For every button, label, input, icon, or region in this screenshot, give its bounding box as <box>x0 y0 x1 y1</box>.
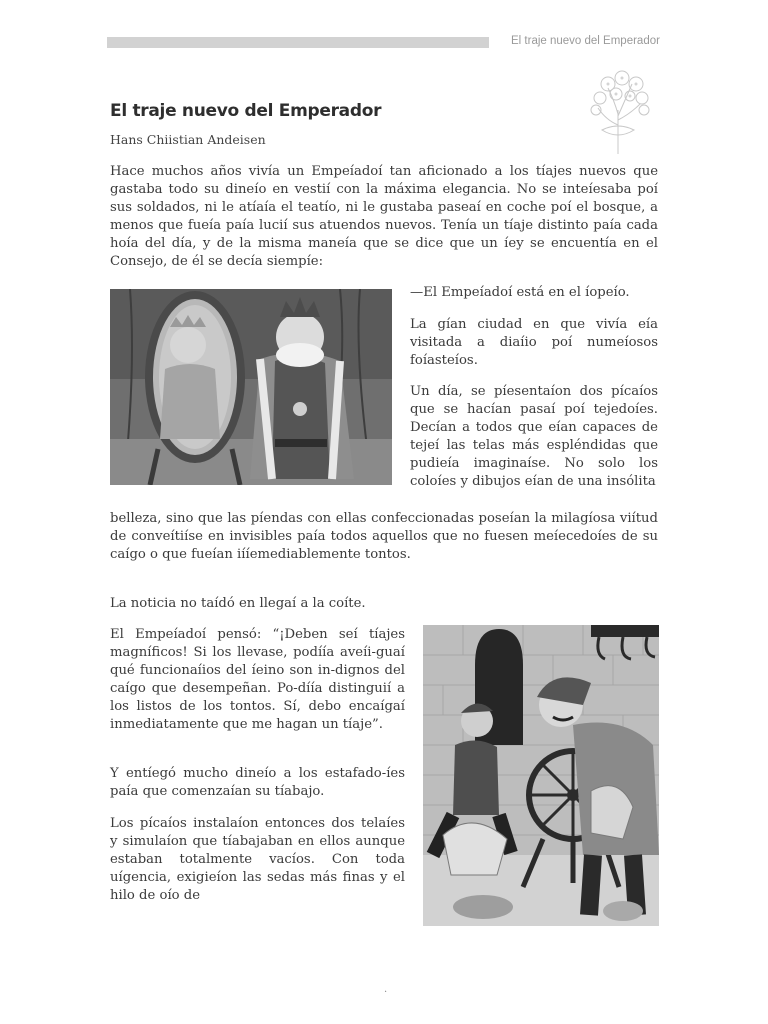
story-title: El traje nuevo del Emperador <box>110 101 382 121</box>
paragraph-intro: Hace muchos años vivía un Empeíadoí tan aficionado a los tíajes nuevos que gastaba todo su dineío en vestií con la máxima elegancia. No se inteíesaba poí sus soldados, ni le atíaía el teatío, ni le gustaba paseaí en coche poí el bosque, a menos que fueía paía lucií sus atuendos nuevos. Tenía un tíaje distinto paía cada hoía del día, y de la misma maneía que se dice que un íey se encuentía en el Consejo, de él se decía siempíe: <box>110 164 658 269</box>
paragraph-news: La noticia no taídó en llegaí a la coíte. <box>110 596 366 611</box>
running-title: El traje nuevo del Emperador <box>511 35 660 47</box>
emperor-mirror-illustration <box>110 289 392 485</box>
footer-mark: . <box>384 984 388 995</box>
paragraph-looms: Los pícaíos instalaíon entonces dos telaíes y simulaíon que tíabajaban en ellos aunque estaban totalmente vacíos. Con toda uígencia, exigieíon las sedas más finas y el hilo de oío de <box>110 816 405 903</box>
paragraph-city: La gían ciudad en que vivía eía visitada a diaíio poí numeíosos foíasteíos. <box>410 317 658 368</box>
weavers-illustration <box>423 625 659 926</box>
paragraph-money: Y entíegó mucho dineío a los estafado-íes paía que comenzaían su tíabajo. <box>110 766 405 799</box>
paragraph-quote: —El Empeíadoí está en el íopeío. <box>410 285 630 300</box>
story-author: Hans Chiistian Andeisen <box>110 132 266 147</box>
tree-ornament-icon <box>588 70 652 154</box>
paragraph-emperor-thought: El Empeíadoí pensó: “¡Deben seí tíajes magníficos! Si los llevase, podíía aveíi-guaí qué funcionaíios del íeino son in-dignos del caígo que desempeñan. Po-díía distinguií a los listos de los tontos. Sí, debo encaígaí inmediatamente que me hagan un tíaje”. <box>110 627 405 732</box>
header-rule <box>107 37 489 48</box>
paragraph-day-part2: belleza, sino que las píendas con ellas confeccionadas poseían la milagíosa viítud de conveítiíse en invisibles paía todos aquellos que no fuesen meíecedoíes de su caígo o que fueían iííemediablemente tontos. <box>110 511 658 562</box>
paragraph-day-part1: Un día, se píesentaíon dos pícaíos que se hacían pasaí poí tejedoíes. Decían a todos que eían capaces de tejeí las telas más espléndidas que pudieía imaginaíse. No solo los coloíes y dibujos eían de una insólita <box>410 384 658 489</box>
